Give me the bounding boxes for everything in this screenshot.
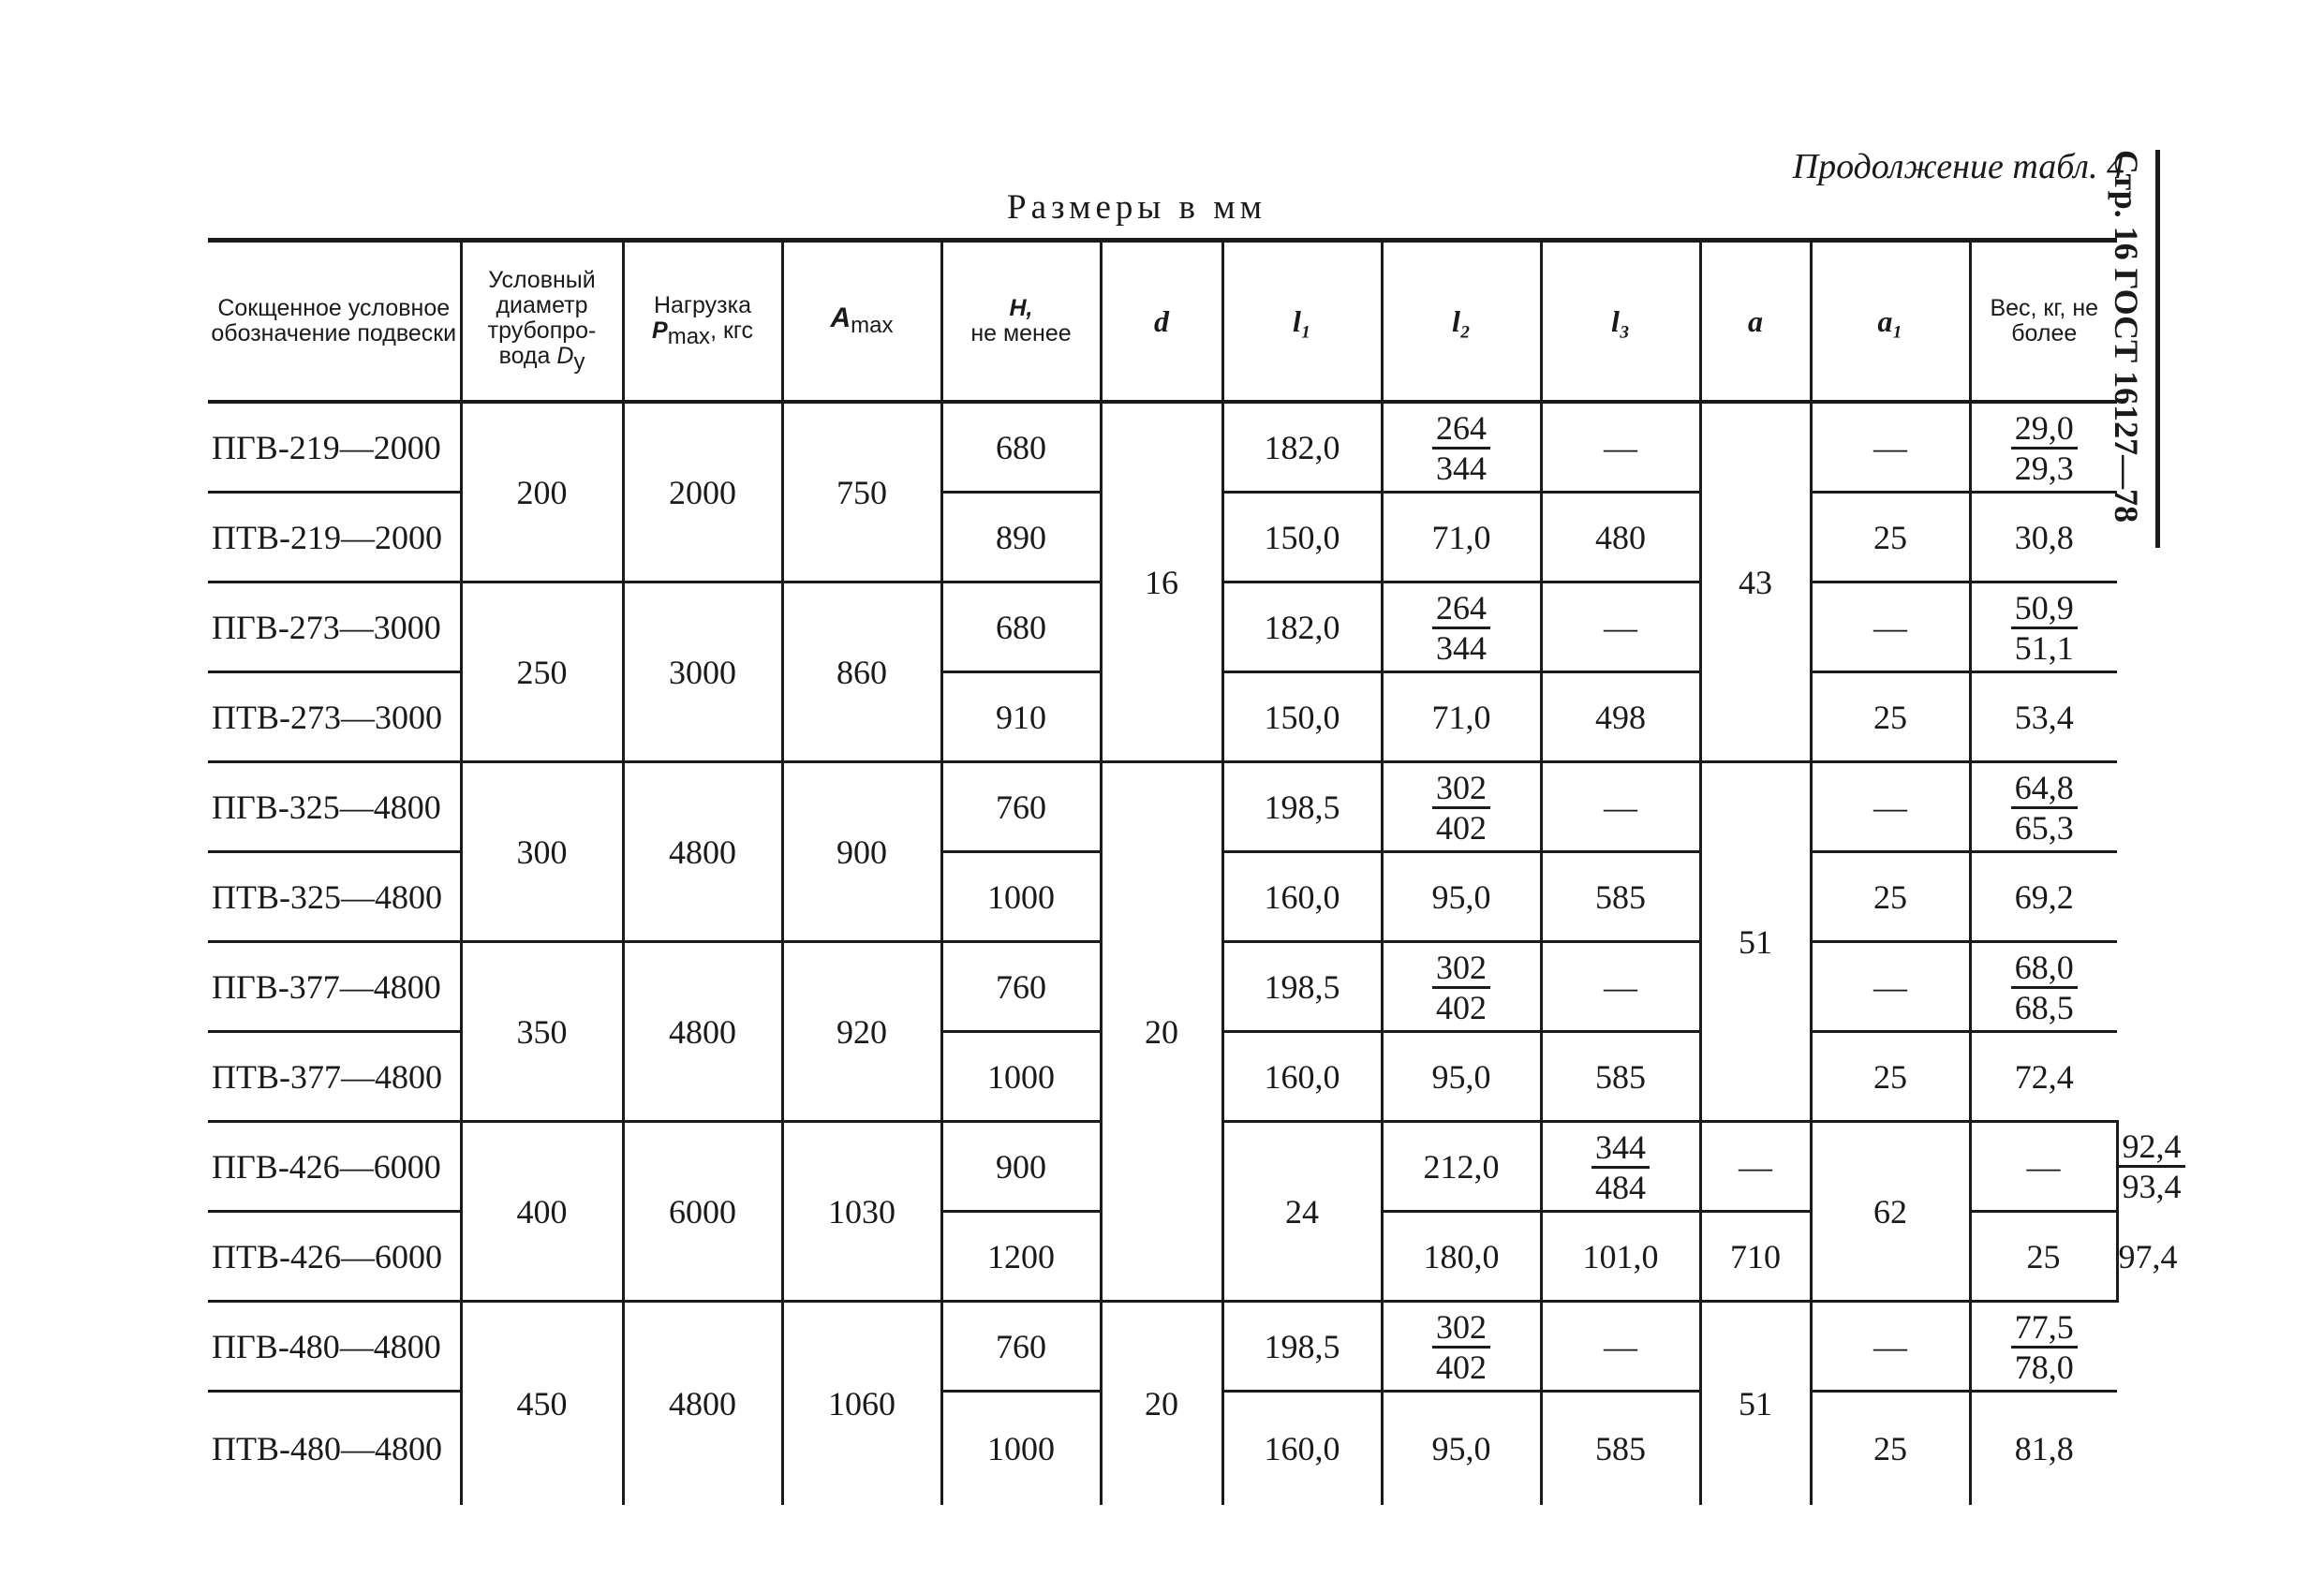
a-cell: 51 — [1700, 1302, 1811, 1506]
l2-cell: 95,0 — [1382, 1032, 1541, 1122]
header-d: d — [1101, 241, 1222, 403]
l1-cell: 212,0 — [1382, 1122, 1541, 1212]
header-h: H, не менее — [941, 241, 1101, 403]
l1-cell: 198,5 — [1222, 1302, 1382, 1392]
designation-cell: ПГВ-219—2000 — [208, 402, 461, 493]
fraction-bottom: 51,1 — [2014, 628, 2074, 667]
a1-cell: 25 — [1811, 852, 1970, 942]
l2-cell — [1541, 1122, 1700, 1212]
a-cell: 51 — [1700, 762, 1811, 1122]
dy-cell: 300 — [461, 762, 623, 942]
weight-cell — [1970, 762, 2117, 852]
h-cell: 1000 — [941, 1392, 1101, 1506]
l2-cell: 95,0 — [1382, 852, 1541, 942]
dy-cell: 250 — [461, 582, 623, 762]
fraction-bottom: 78,0 — [2014, 1348, 2074, 1386]
weight-cell — [1970, 582, 2117, 672]
load-cell: 4800 — [623, 942, 782, 1122]
l3-cell: 498 — [1541, 672, 1700, 762]
a-cell: 43 — [1700, 402, 1811, 762]
l2-cell — [1382, 402, 1541, 493]
l1-cell: 182,0 — [1222, 402, 1382, 493]
fraction-bottom: 68,5 — [2014, 988, 2074, 1026]
weight-cell — [1970, 942, 2117, 1032]
l2-cell-fraction — [1432, 589, 1490, 667]
designation-cell: ПТВ-273—3000 — [208, 672, 461, 762]
designation-cell: ПГВ-273—3000 — [208, 582, 461, 672]
load-cell: 2000 — [623, 402, 782, 582]
d-cell: 20 — [1101, 762, 1222, 1302]
l2-cell-fraction — [1432, 1308, 1490, 1386]
table-row — [208, 762, 2117, 852]
fraction-top: 68,0 — [2011, 949, 2078, 989]
weight-cell-fraction — [2011, 589, 2078, 667]
header-dy: Условный диаметр трубопро-вода $D_у$ — [461, 241, 623, 403]
l2-cell-fraction — [1432, 769, 1490, 847]
h-cell: 680 — [941, 402, 1101, 493]
weight-cell-fraction — [2119, 1128, 2185, 1205]
l1-cell: 182,0 — [1222, 582, 1382, 672]
designation-cell: ПТВ-219—2000 — [208, 493, 461, 582]
fraction-top: 64,8 — [2011, 769, 2078, 809]
amax-cell: 920 — [782, 942, 941, 1122]
a1-cell: 25 — [1811, 672, 1970, 762]
fraction-top: 264 — [1432, 409, 1490, 450]
header-l3: l₃ — [1541, 241, 1700, 403]
header-name: Сокщенное условное обозначение подвески — [211, 295, 457, 346]
header-l2: l₂ — [1382, 241, 1541, 403]
weight-cell: 53,4 — [1970, 672, 2117, 762]
load-cell: 6000 — [623, 1122, 782, 1302]
amax-cell: 900 — [782, 762, 941, 942]
a1-cell: 25 — [1811, 493, 1970, 582]
a1-cell: — — [1811, 1302, 1970, 1392]
table-row — [208, 1302, 2117, 1392]
h-cell: 890 — [941, 493, 1101, 582]
a1-cell: 25 — [1811, 1392, 1970, 1506]
a1-cell: — — [1811, 582, 1970, 672]
units-title: Размеры в мм — [1007, 188, 1267, 227]
designation-cell: ПГВ-480—4800 — [208, 1302, 461, 1392]
header-load: Нагрузка $P_{max}$, кгс — [623, 241, 782, 403]
weight-cell — [1970, 1302, 2117, 1392]
l1-cell: 198,5 — [1222, 762, 1382, 852]
h-cell: 1000 — [941, 1032, 1101, 1122]
l3-cell: — — [1700, 1122, 1811, 1212]
fraction-bottom: 29,3 — [2014, 449, 2074, 487]
fraction-top: 302 — [1432, 1308, 1490, 1349]
a1-cell: 25 — [1811, 1032, 1970, 1122]
l1-cell: 198,5 — [1222, 942, 1382, 1032]
fraction-bottom: 402 — [1436, 808, 1487, 847]
weight-cell: 81,8 — [1970, 1392, 2117, 1506]
l2-cell: 95,0 — [1382, 1392, 1541, 1506]
fraction-bottom: 344 — [1436, 628, 1487, 667]
l3-cell: 585 — [1541, 1032, 1700, 1122]
h-cell: 760 — [941, 1302, 1101, 1392]
table-body — [208, 402, 2182, 1505]
a1-cell: — — [1811, 762, 1970, 852]
fraction-top: 344 — [1591, 1128, 1650, 1169]
designation-cell: ПТВ-325—4800 — [208, 852, 461, 942]
l3-cell: 585 — [1541, 852, 1700, 942]
l1-cell: 160,0 — [1222, 1032, 1382, 1122]
weight-cell: 30,8 — [1970, 493, 2117, 582]
l2-cell-fraction — [1432, 949, 1490, 1026]
l1-cell: 180,0 — [1382, 1212, 1541, 1302]
l1-cell: 160,0 — [1222, 1392, 1382, 1506]
l2-cell: 71,0 — [1382, 493, 1541, 582]
fraction-top: 264 — [1432, 589, 1490, 629]
weight-cell: 72,4 — [1970, 1032, 2117, 1122]
fraction-top: 302 — [1432, 949, 1490, 989]
l1-cell: 160,0 — [1222, 852, 1382, 942]
h-cell: 900 — [941, 1122, 1101, 1212]
l3-cell: — — [1541, 1302, 1700, 1392]
l2-cell-fraction — [1591, 1128, 1650, 1206]
amax-cell: 1060 — [782, 1302, 941, 1506]
fraction-top: 302 — [1432, 769, 1490, 809]
l1-cell: 150,0 — [1222, 672, 1382, 762]
l3-cell: — — [1541, 402, 1700, 493]
amax-cell: 750 — [782, 402, 941, 582]
l2-cell — [1382, 942, 1541, 1032]
amax-cell: 860 — [782, 582, 941, 762]
l2-cell — [1382, 762, 1541, 852]
table-continuation-caption: Продолжение табл. 4 — [1792, 147, 2124, 186]
designation-cell: ПТВ-480—4800 — [212, 1430, 442, 1467]
h-cell: 760 — [941, 762, 1101, 852]
side-rule — [2155, 150, 2160, 548]
weight-cell — [1970, 402, 2117, 493]
fraction-top: 50,9 — [2011, 589, 2078, 629]
dy-cell: 350 — [461, 942, 623, 1122]
h-cell: 1200 — [941, 1212, 1101, 1302]
dy-cell: 200 — [461, 402, 623, 582]
header-weight: Вес, кг, не более — [1970, 241, 2117, 403]
weight-cell-fraction — [2011, 949, 2078, 1026]
load-cell: 4800 — [623, 1302, 782, 1506]
weight-cell-fraction — [2011, 1308, 2078, 1386]
load-cell: 3000 — [623, 582, 782, 762]
table-row — [208, 402, 2117, 493]
header-l1: l₁ — [1222, 241, 1382, 403]
l3-cell: 480 — [1541, 493, 1700, 582]
h-cell: 680 — [941, 582, 1101, 672]
designation-cell: ПГВ-426—6000 — [208, 1122, 461, 1212]
d-cell: 24 — [1222, 1122, 1382, 1302]
fraction-bottom: 402 — [1436, 1348, 1487, 1386]
side-label-text: Стр. 16 ГОСТ 16127—78 — [2108, 150, 2145, 523]
l2-cell — [1382, 1302, 1541, 1392]
l3-cell: 710 — [1700, 1212, 1811, 1302]
header-amax: $A_{max}$ — [782, 241, 941, 403]
fraction-bottom: 344 — [1436, 449, 1487, 487]
weight-cell-fraction — [2011, 769, 2078, 847]
fraction-bottom: 484 — [1595, 1168, 1646, 1206]
fraction-top: 29,0 — [2011, 409, 2078, 450]
fraction-bottom: 65,3 — [2014, 808, 2074, 847]
h-cell: 760 — [941, 942, 1101, 1032]
fraction-bottom: 402 — [1436, 988, 1487, 1026]
l2-cell: 101,0 — [1541, 1212, 1700, 1302]
l3-cell: — — [1541, 582, 1700, 672]
designation-cell: ПГВ-325—4800 — [208, 762, 461, 852]
table-row: ПТВ-426—6000 1200 180,0 101,0 710 25 97,4 — [208, 1212, 2117, 1302]
fraction-top: 92,4 — [2119, 1128, 2185, 1168]
l2-cell — [1382, 582, 1541, 672]
dy-cell: 400 — [461, 1122, 623, 1302]
fraction-top: 77,5 — [2011, 1308, 2078, 1349]
header-a1: a₁ — [1811, 241, 1970, 403]
weight-cell: 69,2 — [1970, 852, 2117, 942]
l3-cell: — — [1541, 942, 1700, 1032]
l3-cell: 585 — [1541, 1392, 1700, 1506]
d-cell: 16 — [1101, 402, 1222, 762]
fraction-bottom: 93,4 — [2122, 1167, 2182, 1205]
header-a: a — [1700, 241, 1811, 403]
a1-cell: — — [1970, 1122, 2117, 1212]
weight-cell-fraction — [2011, 409, 2078, 487]
designation-cell: ПТВ-426—6000 — [208, 1212, 461, 1302]
l3-cell: — — [1541, 762, 1700, 852]
a1-cell: 25 — [1970, 1212, 2117, 1302]
l1-cell: 150,0 — [1222, 493, 1382, 582]
load-cell: 4800 — [623, 762, 782, 942]
dy-cell: 450 — [461, 1302, 623, 1506]
a1-cell: — — [1811, 942, 1970, 1032]
d-cell: 20 — [1101, 1302, 1222, 1506]
h-cell: 910 — [941, 672, 1101, 762]
designation-cell: ПГВ-377—4800 — [208, 942, 461, 1032]
amax-cell: 1030 — [782, 1122, 941, 1302]
designation-cell: ПТВ-377—4800 — [208, 1032, 461, 1122]
h-cell: 1000 — [941, 852, 1101, 942]
header-row — [208, 241, 2117, 403]
a1-cell: — — [1811, 402, 1970, 493]
l2-cell: 71,0 — [1382, 672, 1541, 762]
a-cell: 62 — [1811, 1122, 1970, 1302]
l2-cell-fraction — [1432, 409, 1490, 487]
